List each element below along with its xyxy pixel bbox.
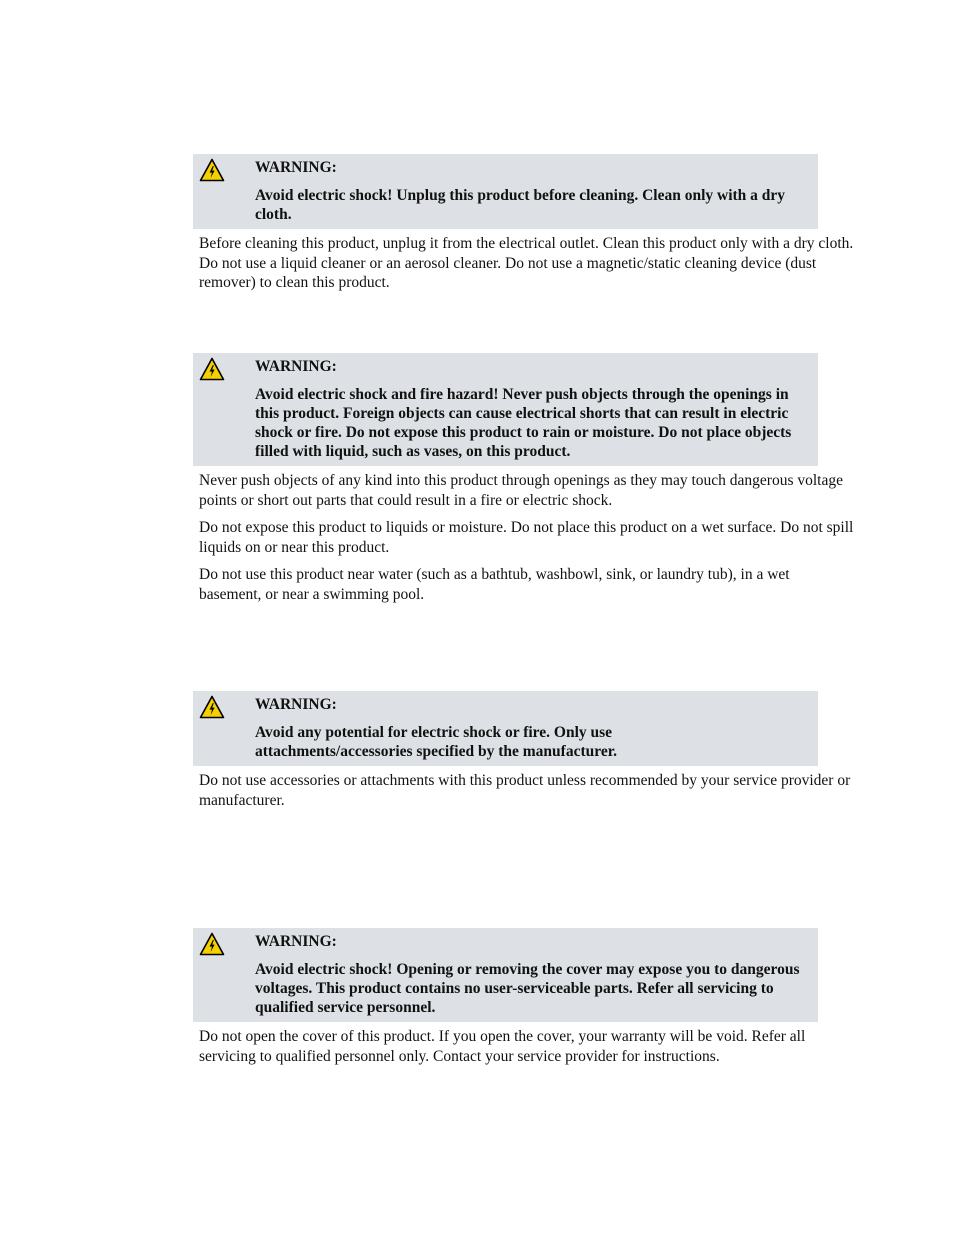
warning-text: Avoid electric shock! Opening or removing the cover may expose you to dangerous voltages. This product contains no user-serviceable parts. Refer all servicing to qualified service personnel. xyxy=(255,961,800,1016)
warning-title: WARNING: xyxy=(255,696,337,713)
body-paragraph: Do not use accessories or attachments with this product unless recommended by your service provider or manufacturer. xyxy=(199,772,851,809)
body-paragraph: Do not open the cover of this product. If you open the cover, your warranty will be void. Refer all servicing to qualified personnel only. Contact your service provider for instructions. xyxy=(199,1028,806,1065)
body-paragraph: Do not expose this product to liquids or moisture. Do not place this product on a wet surface. Do not spill liquids on or near this product. xyxy=(199,519,854,556)
warning-text: Avoid any potential for electric shock or fire. Only use attachments/accessories specified by the manufacturer. xyxy=(255,724,618,760)
electric-shock-warning-icon xyxy=(199,357,225,381)
body-paragraph: Before cleaning this product, unplug it from the electrical outlet. Clean this product only with a dry cloth. Do not use a liquid cleaner or an aerosol cleaner. Do not use a magnetic/static cleaning device (dust remover) to clean this product. xyxy=(199,235,854,291)
warning-box xyxy=(193,154,818,229)
body-paragraph: Never push objects of any kind into this product through openings as they may touch dangerous voltage points or short out parts that could result in a fire or electric shock. xyxy=(199,472,843,509)
warning-box xyxy=(193,353,818,466)
body-paragraph: Do not use this product near water (such as a bathtub, washbowl, sink, or laundry tub), in a wet basement, or near a swimming pool. xyxy=(199,566,790,603)
warning-section-cleaning xyxy=(193,154,853,301)
electric-shock-warning-icon xyxy=(199,932,225,956)
electric-shock-warning-icon xyxy=(199,695,225,719)
warning-title: WARNING: xyxy=(255,358,337,375)
warning-box xyxy=(193,691,818,766)
warning-title: WARNING: xyxy=(255,159,337,176)
warning-text: Avoid electric shock! Unplug this product before cleaning. Clean only with a dry cloth. xyxy=(255,187,786,223)
warning-title: WARNING: xyxy=(255,933,337,950)
warning-text: Avoid electric shock and fire hazard! Never push objects through the openings in this product. Foreign objects can cause electrical shorts that can result in electric shock or fire. Do not expose this product to rain or moisture. Do not place objects filled with liquid, such as vases, on this product. xyxy=(255,386,792,460)
warning-section-attachments xyxy=(193,691,853,818)
electric-shock-warning-icon xyxy=(199,158,225,182)
warning-section-objects-moisture xyxy=(193,353,853,612)
warning-section-cover xyxy=(193,928,853,1074)
warning-box xyxy=(193,928,818,1022)
